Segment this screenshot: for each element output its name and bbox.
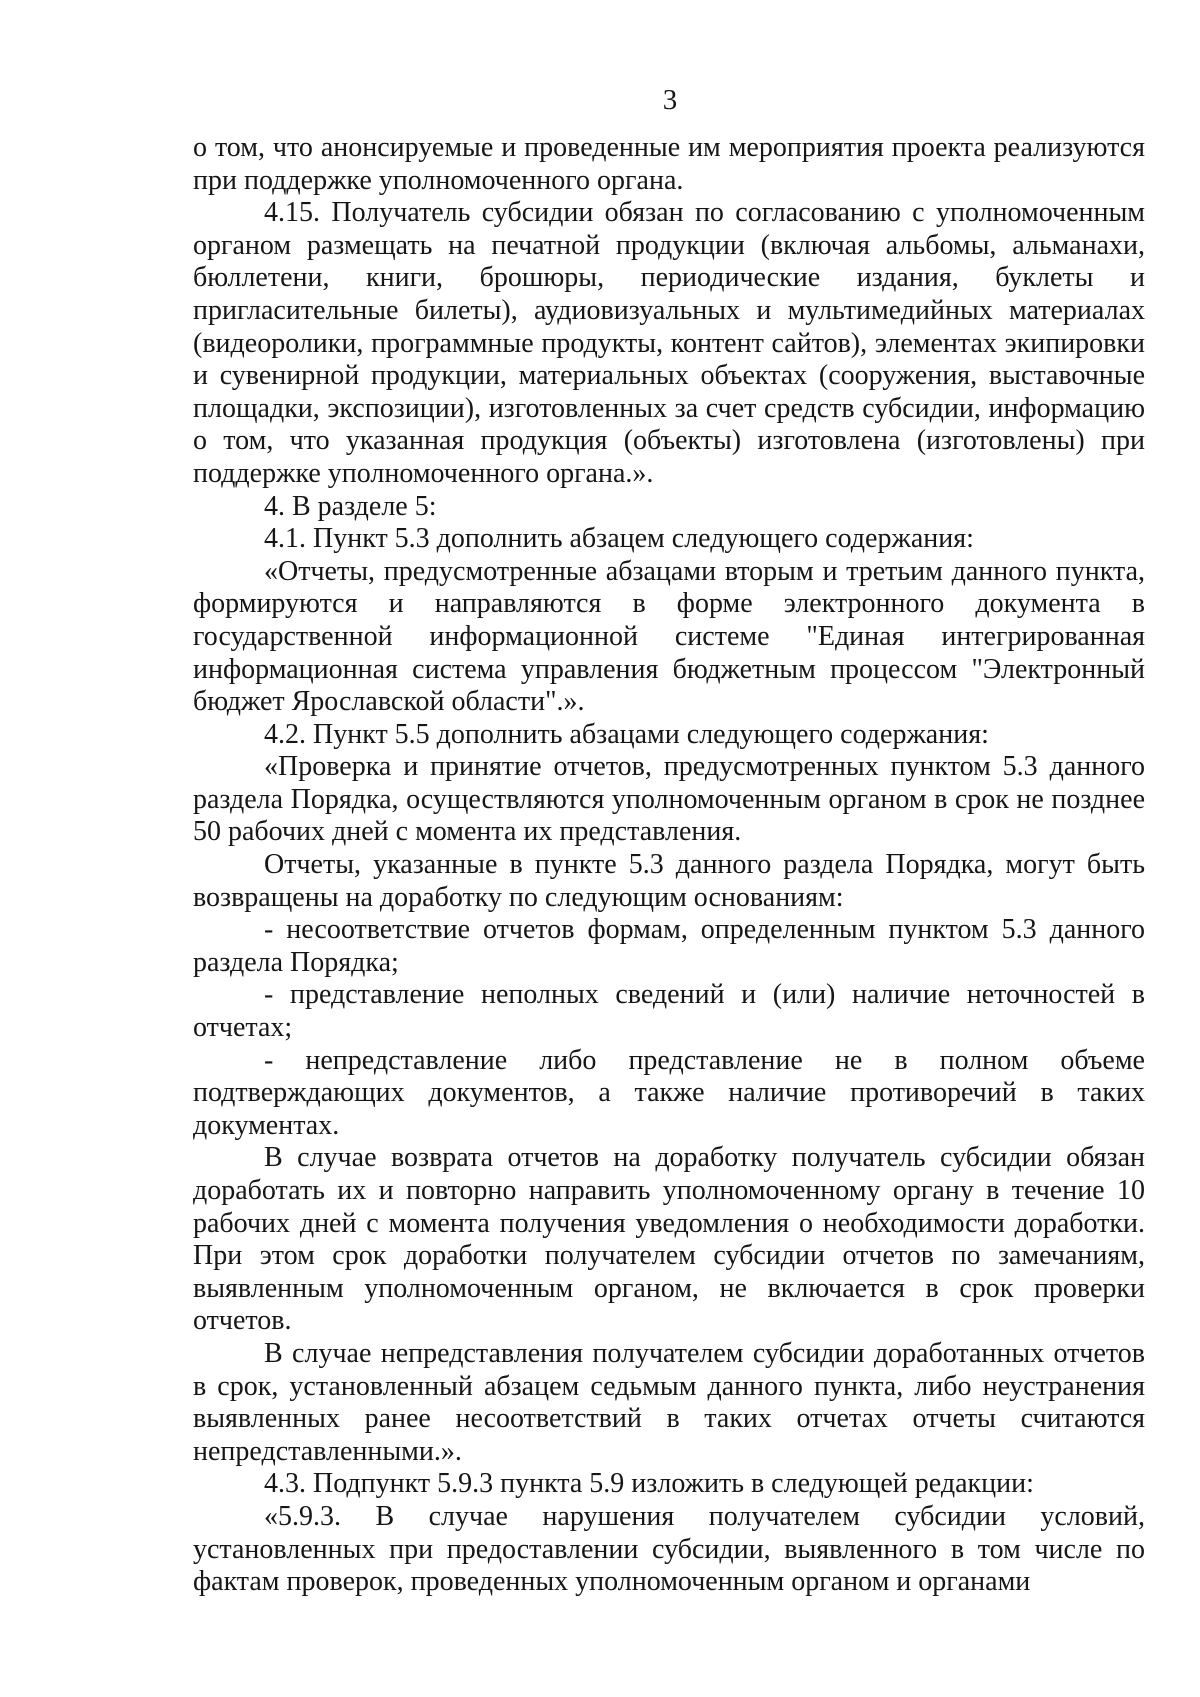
page-number: 3 (662, 84, 678, 116)
paragraph-rework: В случае возврата отчетов на доработку получатель субсидии обязан доработать их и повторно направить уполномоченному органу в течение 10 рабочих дней с момента получения уведомления о необходимости доработки. При этом срок доработки получателем субсидии отчетов по замечаниям, выявленным уполномоченным органом, не включается в срок проверки отчетов. (193, 1142, 1145, 1337)
paragraph-section-5-heading: 4. В разделе 5: (264, 490, 437, 522)
paragraph-4-15: 4.15. Получатель субсидии обязан по согласованию с уполномоченным органом размещать на печатной продукции (включая альбомы, альманахи, бюллетени, книги, брошюры, периодические издания, буклеты и пригласительные билеты), аудиовизуальных и мультимедийных материалах (видеоролики, программные продукты, контент сайтов), элементах экипировки и сувенирной продукции, материальных объектах (сооружения, выставочные площадки, экспозиции), изготовленных за счет средств субсидии, информацию о том, что указанная продукция (объекты) изготовлена (изготовлены) при поддержке уполномоченного органа.». (193, 197, 1145, 489)
paragraph-return-grounds: Отчеты, указанные в пункте 5.3 данного раздела Порядка, могут быть возвращены на доработку по следующим основаниям: (193, 849, 1145, 913)
paragraph-4-3: 4.3. Подпункт 5.9.3 пункта 5.9 изложить в следующей редакции: (264, 1468, 1034, 1500)
list-item-form-mismatch: - несоответствие отчетов формам, определенным пунктом 5.3 данного раздела Порядка; (193, 914, 1145, 978)
paragraph-5-9-3: «5.9.3. В случае нарушения получателем субсидии условий, установленных при предоставлении субсидии, выявленного в том числе по фактам проверок, проведенных уполномоченным органом и органами (193, 1500, 1145, 1598)
paragraph-4-2: 4.2. Пункт 5.5 дополнить абзацами следующего содержания: (264, 718, 989, 750)
list-item-incomplete-info: - представление неполных сведений и (или) наличие неточностей в отчетах; (193, 979, 1145, 1044)
list-item-missing-documents: - непредставление либо представление не в полном объеме подтверждающих документов, а также наличие противоречий в таких документах. (193, 1044, 1145, 1141)
paragraph-continuation: о том, что анонсируемые и проведенные им мероприятия проекта реализуются при поддержке уполномоченного органа. (193, 132, 1145, 196)
paragraph-not-submitted: В случае непредставления получателем субсидии доработанных отчетов в срок, установленный абзацем седьмым данного пункта, либо неустранения выявленных ранее несоответствий в таких отчетах отчеты считаются непредставленными.». (193, 1337, 1145, 1467)
document-body (193, 132, 1145, 1599)
paragraph-4-1: 4.1. Пункт 5.3 дополнить абзацем следующего содержания: (264, 523, 974, 555)
paragraph-4-2-quote: «Проверка и принятие отчетов, предусмотренных пунктом 5.3 данного раздела Порядка, осуществляются уполномоченным органом в срок не позднее 50 рабочих дней с момента их представления. (193, 751, 1145, 848)
paragraph-4-1-quote: «Отчеты, предусмотренные абзацами вторым и третьим данного пункта, формируются и направляются в форме электронного документа в государственной информационной системе "Единая интегрированная информационная система управления бюджетным процессом "Электронный бюджет Ярославской области".». (193, 555, 1145, 718)
